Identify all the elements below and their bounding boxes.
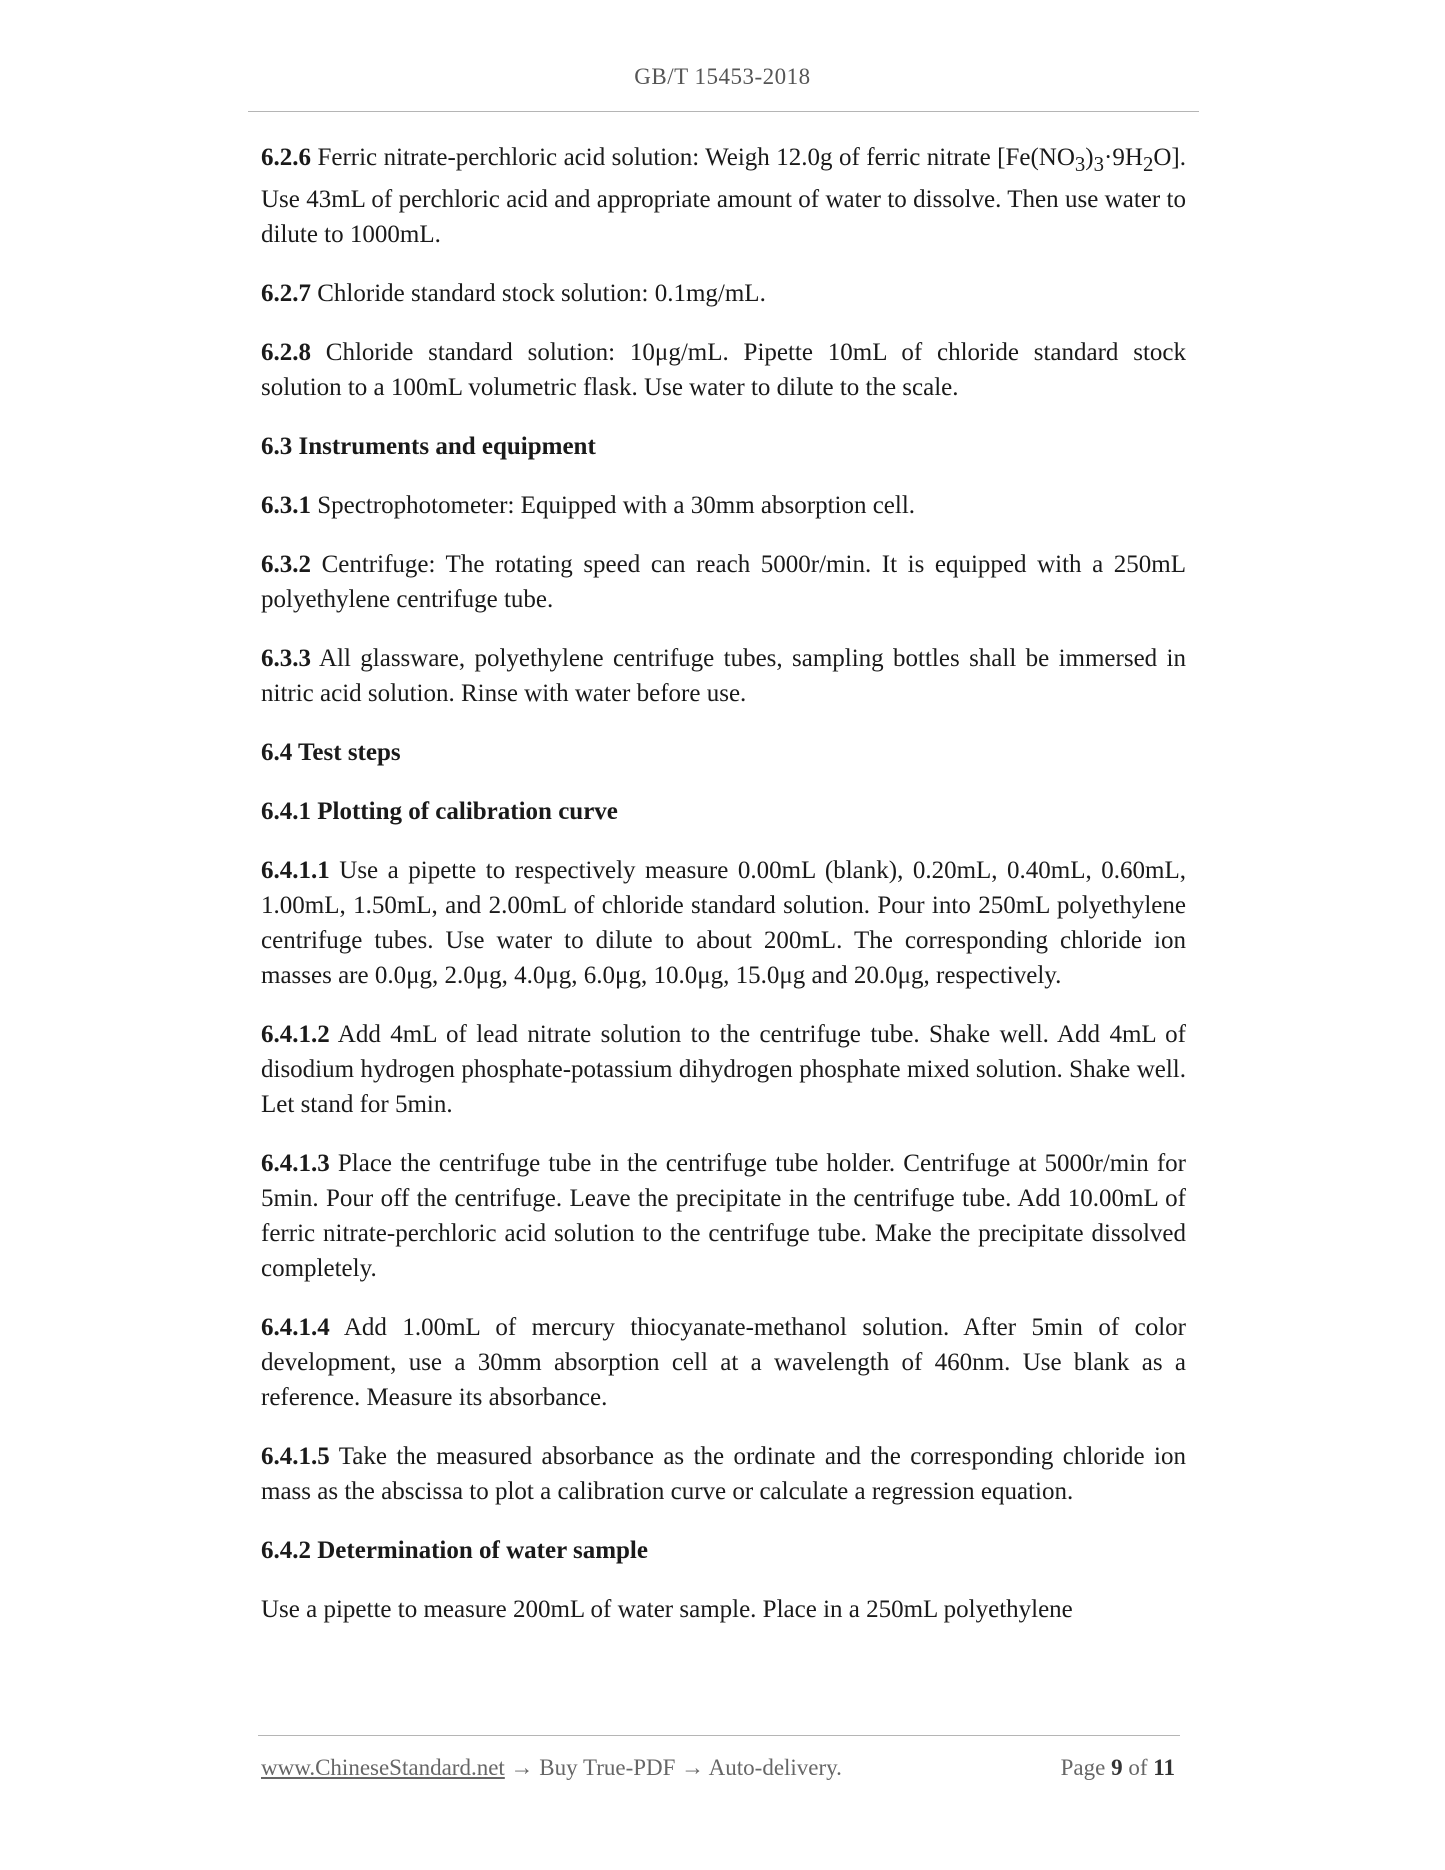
clause-6-2-8 bbox=[261, 335, 1186, 405]
section-heading-6-4: 6.4 Test steps bbox=[261, 739, 401, 766]
clause-6-3-1 bbox=[261, 488, 1186, 523]
clause-6-4-1-3 bbox=[261, 1146, 1186, 1286]
page-content bbox=[261, 140, 1186, 1651]
clause-number: 6.4.1.4 bbox=[261, 1314, 330, 1341]
header-divider bbox=[248, 111, 1199, 112]
clause-text: Add 4mL of lead nitrate solution to the centrifuge tube. Shake well. Add 4mL of disodium hydrogen phosphate-potassium dihydrogen phosphate mixed solution. Shake well. Let stand for 5min. bbox=[261, 1021, 1186, 1118]
subscript: 2 bbox=[1142, 152, 1154, 176]
page-label: Page bbox=[1060, 1755, 1112, 1780]
clause-6-3-3 bbox=[261, 641, 1186, 711]
clause-text: Place the centrifuge tube in the centrifuge tube holder. Centrifuge at 5000r/min for 5min. Pour off the centrifuge. Leave the precipitate in the centrifuge tube. Add 10.00mL of ferric nitrate-perchloric acid solution to the centrifuge tube. Make the precipitate dissolved completely. bbox=[261, 1150, 1186, 1282]
clause-number: 6.3.2 bbox=[261, 551, 311, 578]
clause-number: 6.2.8 bbox=[261, 339, 311, 366]
clause-text: Chloride standard solution: 10μg/mL. Pipette 10mL of chloride standard stock solution to a 100mL volumetric flask. Use water to dilute to the scale. bbox=[261, 339, 1186, 401]
document-header: GB/T 15453-2018 bbox=[634, 64, 811, 89]
footer-promo bbox=[261, 1755, 842, 1781]
page-current: 9 bbox=[1111, 1755, 1123, 1780]
footer-buy-text: → Buy True-PDF → Auto-delivery. bbox=[504, 1755, 842, 1780]
clause-number: 6.4.1.1 bbox=[261, 857, 330, 884]
section-heading-6-4-1: 6.4.1 Plotting of calibration curve bbox=[261, 798, 618, 825]
clause-text: ·9H bbox=[1104, 144, 1143, 171]
clause-number: 6.2.6 bbox=[261, 144, 311, 171]
clause-text: Chloride standard stock solution: 0.1mg/mL. bbox=[311, 280, 766, 307]
clause-number: 6.3.3 bbox=[261, 645, 311, 672]
subscript: 3 bbox=[1093, 152, 1105, 176]
clause-number: 6.4.1.2 bbox=[261, 1021, 330, 1048]
chinesestandard-link[interactable]: www.ChineseStandard.net bbox=[261, 1755, 505, 1780]
clause-number: 6.2.7 bbox=[261, 280, 311, 307]
clause-text: Add 1.00mL of mercury thiocyanate-methanol solution. After 5min of color development, use a 30mm absorption cell at a wavelength of 460nm. Use blank as a reference. Measure its absorbance. bbox=[261, 1314, 1186, 1411]
clause-6-4-1-5 bbox=[261, 1439, 1186, 1509]
clause-number: 6.3.1 bbox=[261, 492, 311, 519]
subscript: 3 bbox=[1074, 152, 1086, 176]
section-heading-6-3: 6.3 Instruments and equipment bbox=[261, 433, 596, 460]
page-indicator bbox=[1061, 1755, 1175, 1781]
clause-text: O]. Use 43mL of perchloric acid and appropriate amount of water to dissolve. Then use water to dilute to 1000mL. bbox=[261, 144, 1186, 248]
clause-6-4-1-4 bbox=[261, 1310, 1186, 1415]
clause-6-4-1-1 bbox=[261, 853, 1186, 993]
clause-text: All glassware, polyethylene centrifuge tubes, sampling bottles shall be immersed in nitric acid solution. Rinse with water before use. bbox=[261, 645, 1186, 707]
section-heading-6-4-2: 6.4.2 Determination of water sample bbox=[261, 1537, 648, 1564]
page-of: of bbox=[1122, 1755, 1154, 1780]
clause-text: Spectrophotometer: Equipped with a 30mm absorption cell. bbox=[311, 492, 916, 519]
page-total: 11 bbox=[1153, 1755, 1175, 1780]
clause-text: ) bbox=[1085, 144, 1094, 171]
clause-text: Take the measured absorbance as the ordinate and the corresponding chloride ion mass as the abscissa to plot a calibration curve or calculate a regression equation. bbox=[261, 1443, 1186, 1505]
clause-number: 6.4.1.3 bbox=[261, 1150, 330, 1177]
paragraph-water-sample: Use a pipette to measure 200mL of water sample. Place in a 250mL polyethylene bbox=[261, 1596, 1073, 1623]
clause-text: Use a pipette to respectively measure 0.00mL (blank), 0.20mL, 0.40mL, 0.60mL, 1.00mL, 1.50mL, and 2.00mL of chloride standard solution. Pour into 250mL polyethylene centrifuge tubes. Use water to dilute to about 200mL. The corresponding chloride ion masses are 0.0μg, 2.0μg, 4.0μg, 6.0μg, 10.0μg, 15.0μg and 20.0μg, respectively. bbox=[261, 857, 1186, 989]
clause-6-2-6 bbox=[261, 140, 1186, 252]
clause-text: Centrifuge: The rotating speed can reach 5000r/min. It is equipped with a 250mL polyethylene centrifuge tube. bbox=[261, 551, 1186, 613]
page-footer bbox=[261, 1755, 1181, 1787]
clause-text: Ferric nitrate-perchloric acid solution: Weigh 12.0g of ferric nitrate [Fe(NO bbox=[311, 144, 1075, 171]
clause-6-2-7 bbox=[261, 276, 1186, 311]
footer-divider bbox=[258, 1735, 1180, 1736]
clause-number: 6.4.1.5 bbox=[261, 1443, 330, 1470]
clause-6-4-1-2 bbox=[261, 1017, 1186, 1122]
clause-6-3-2 bbox=[261, 547, 1186, 617]
